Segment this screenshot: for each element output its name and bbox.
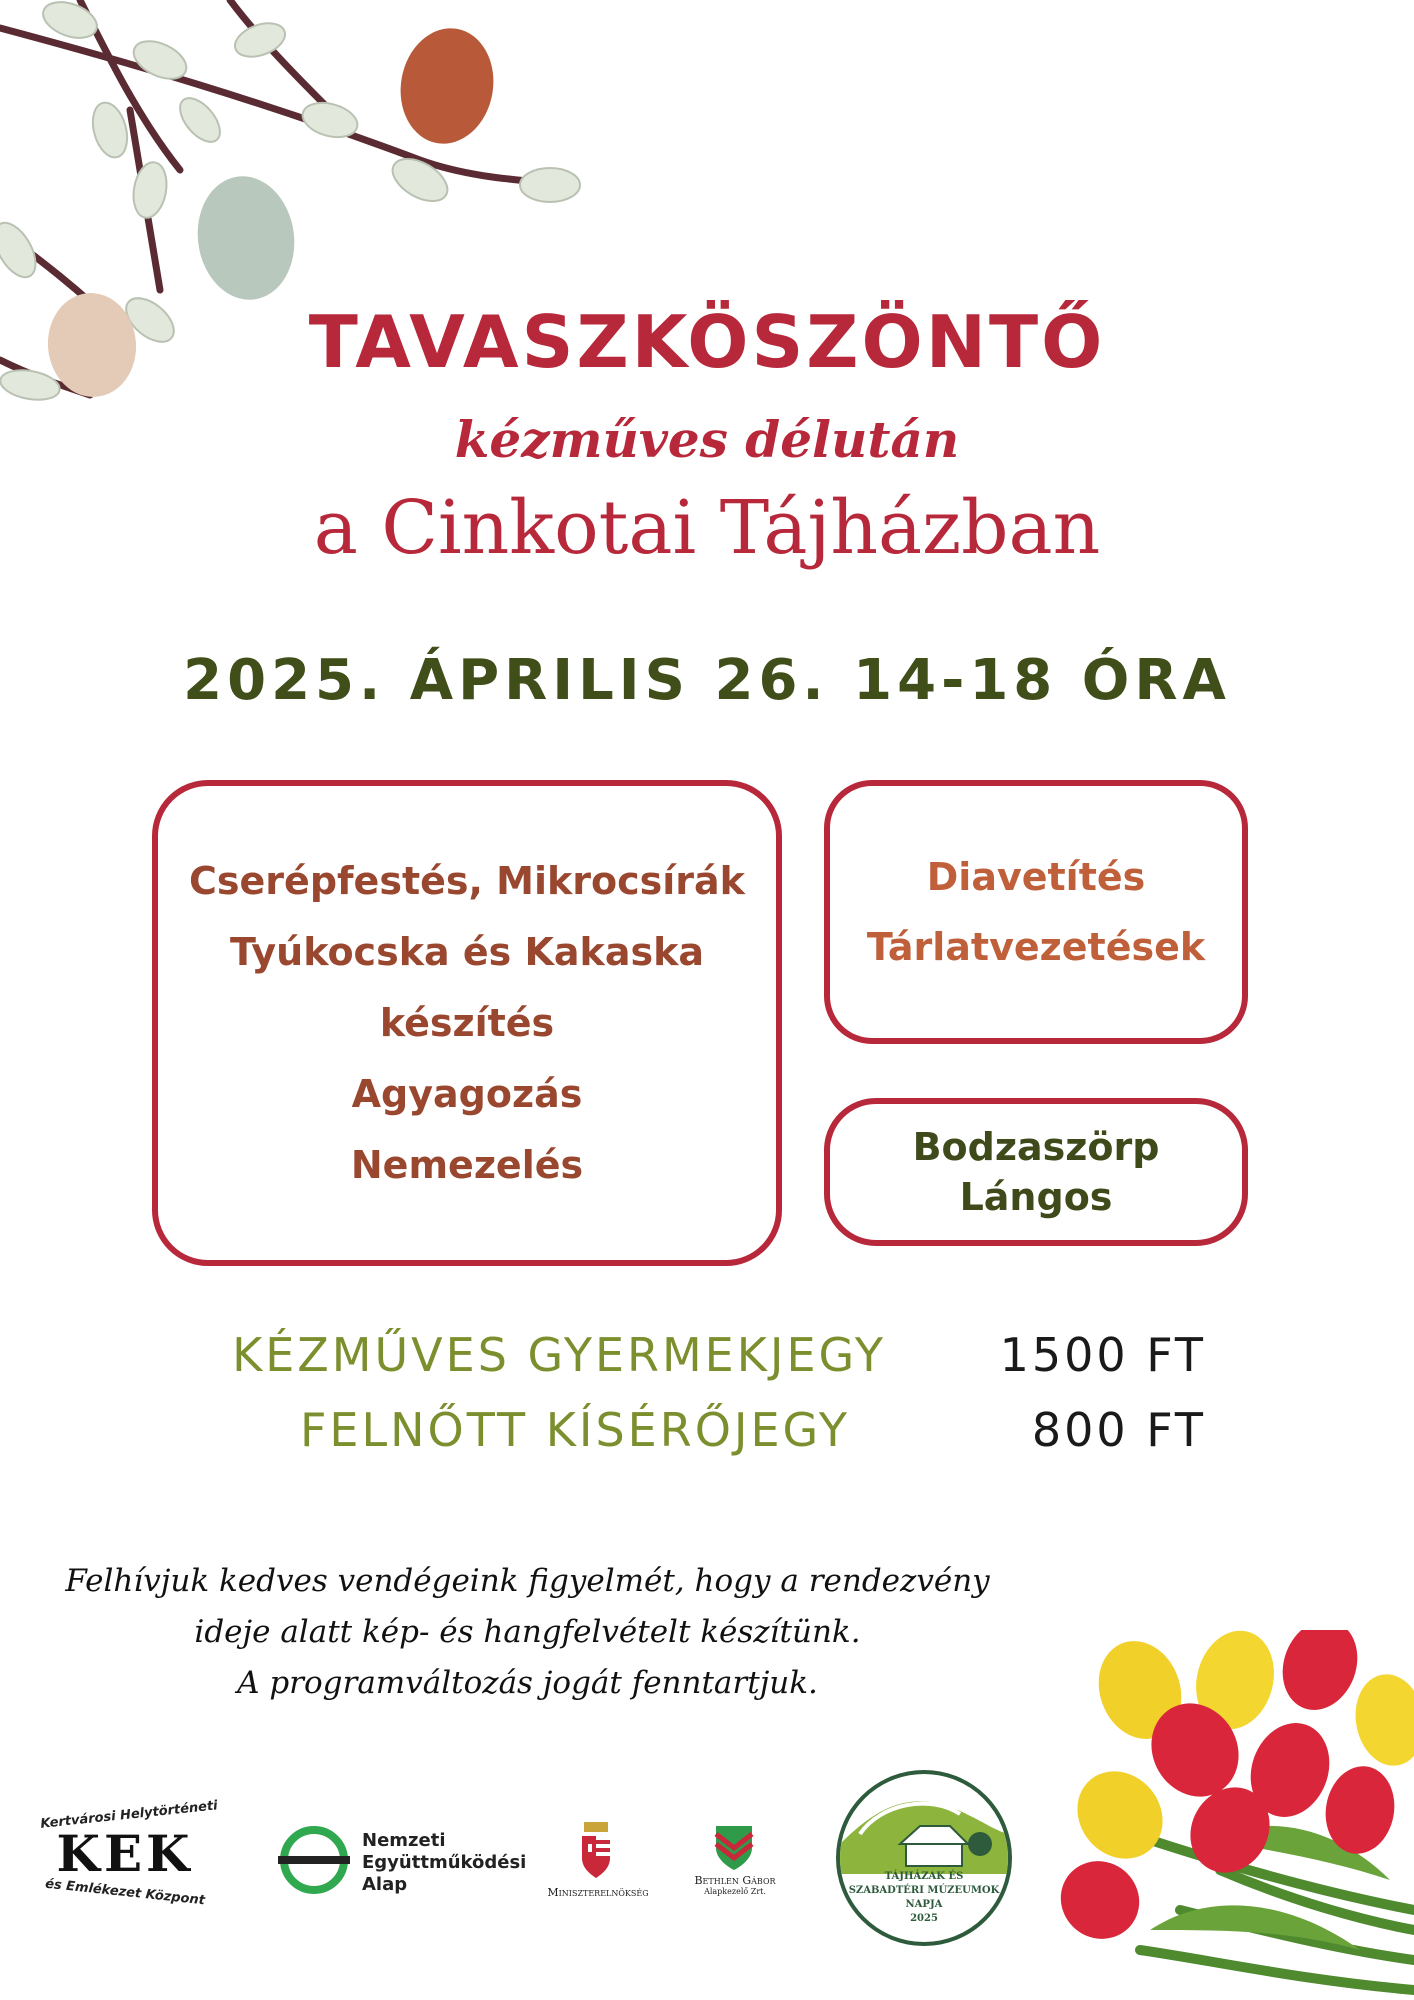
- museum-line: SZABADTÉRI MÚZEUMOK: [848, 1885, 1000, 1896]
- kek-logo-bottom: és Emlékezet Központ: [44, 1876, 206, 1909]
- notice-line: A programváltozás jogát fenntartjuk.: [237, 1665, 818, 1701]
- nea-logo-text: [362, 1830, 526, 1896]
- kek-logo-top: Kertvárosi Helytörténeti: [39, 1798, 219, 1832]
- event-date: 2025. ÁPRILIS 26. 14-18 ÓRA: [183, 648, 1231, 713]
- notice-line: Felhívjuk kedves vendégeink figyelmét, hogy a rendezvény: [65, 1563, 990, 1599]
- ministry-coat-of-arms-icon: [578, 1822, 614, 1878]
- program-item: Cserépfestés, Mikrocsírák: [189, 858, 745, 903]
- bethlen-line: Bethlen Gábor: [694, 1874, 776, 1887]
- kek-logo-mark: KEK: [56, 1824, 194, 1883]
- notice-line: ideje alatt kép- és hangfelvételt készítünk.: [194, 1614, 861, 1650]
- event-subtitle: kézműves délután: [454, 410, 960, 469]
- food-item: Bodzaszörp: [912, 1125, 1160, 1169]
- ticket-price-adult: 800 FT: [1031, 1403, 1206, 1457]
- museum-line: TÁJHÁZAK ÉS: [884, 1871, 964, 1882]
- ministry-label: Miniszterelnökség: [547, 1886, 649, 1899]
- program-item: Nemezelés: [350, 1142, 584, 1187]
- program-item: készítés: [379, 1000, 555, 1045]
- museum-day-text: [840, 1870, 1008, 1926]
- nea-line: Nemzeti: [362, 1830, 446, 1851]
- nea-logo-icon: [278, 1822, 350, 1898]
- bethlen-shield-icon: [714, 1822, 754, 1870]
- nea-line: Alap: [362, 1874, 408, 1895]
- nea-line: Együttműködési: [362, 1852, 527, 1873]
- museum-day-logo: [836, 1770, 1012, 1946]
- museum-line: NAPJA: [905, 1899, 943, 1910]
- food-item: Lángos: [959, 1175, 1113, 1219]
- kek-logo: [39, 1798, 219, 1918]
- shows-program-box: [824, 780, 1248, 1044]
- program-item: Tárlatvezetések: [866, 925, 1206, 969]
- program-item: Agyagozás: [351, 1071, 583, 1116]
- food-box: [824, 1098, 1248, 1246]
- ticket-price-child: 1500 FT: [999, 1328, 1206, 1382]
- ticket-name-child: KÉZMŰVES GYERMEKJEGY: [232, 1328, 886, 1382]
- tulip-bouquet-decoration: [1060, 1630, 1414, 2000]
- notice-text: [0, 1556, 1055, 1709]
- program-item: Tyúkocska és Kakaska: [229, 929, 705, 974]
- bethlen-label: [680, 1874, 790, 1896]
- museum-landscape-icon: [840, 1774, 1008, 1874]
- bethlen-line: Alapkezelő Zrt.: [704, 1887, 766, 1896]
- event-venue: a Cinkotai Tájházban: [313, 485, 1101, 571]
- museum-line: 2025: [910, 1913, 938, 1924]
- event-title: TAVASZKÖSZÖNTŐ: [308, 300, 1106, 384]
- ticket-name-adult: FELNŐTT KÍSÉRŐJEGY: [299, 1403, 850, 1457]
- crafts-program-box: [152, 780, 782, 1266]
- program-item: Diavetítés: [926, 855, 1146, 899]
